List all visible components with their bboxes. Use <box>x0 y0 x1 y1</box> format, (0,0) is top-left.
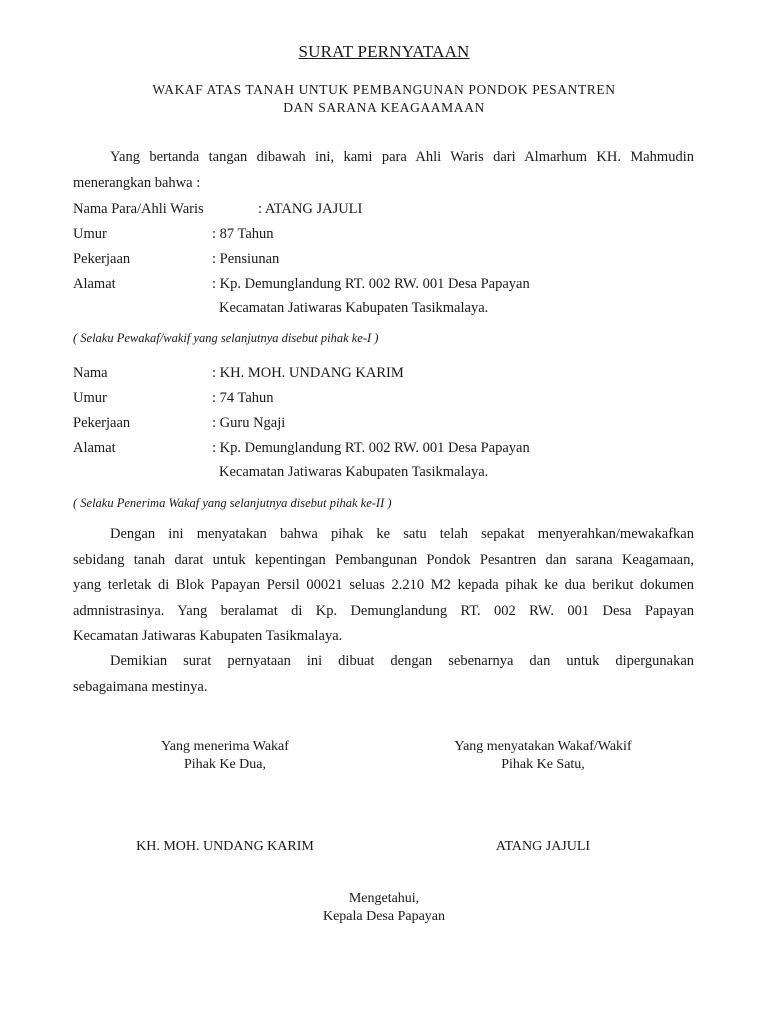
party2-name-label: Nama <box>73 365 108 381</box>
party2-job-label: Pekerjaan <box>73 415 131 431</box>
acknowledge-block <box>0 890 768 926</box>
body-line1: Dengan ini menyatakan bahwa pihak ke satu telah sepakat menyerahkan/mewakafkan <box>110 526 694 542</box>
closing-line2: sebagaimana mestinya. <box>73 678 208 695</box>
signature-left-block <box>115 738 335 774</box>
party2-name-value: : KH. MOH. UNDANG KARIM <box>212 365 404 381</box>
body-line5: Kecamatan Jatiwaras Kabupaten Tasikmalaya. <box>73 628 343 644</box>
party1-age-row <box>73 224 274 244</box>
signature-right-name: ATANG JAJULI <box>495 839 591 854</box>
party1-job-label: Pekerjaan <box>73 251 131 267</box>
party1-address-continuation: Kecamatan Jatiwaras Kabupaten Tasikmalaya. <box>219 300 489 316</box>
party2-age-row <box>73 388 274 408</box>
acknowledge-line1: Mengetahui, <box>348 891 420 906</box>
signature-left-party: Pihak Ke Dua, <box>183 757 267 772</box>
signature-right-block <box>420 738 666 774</box>
intro-paragraph <box>73 145 694 196</box>
intro-line1: Yang bertanda tangan dibawah ini, kami para Ahli Waris dari Almarhum KH. Mahmudin <box>110 149 694 165</box>
document-subtitle-line2: DAN SARANA KEAGAAMAAN <box>283 100 485 115</box>
party1-address-value: : Kp. Demunglandung RT. 002 RW. 001 Desa Papayan <box>212 276 530 292</box>
body-line3: yang terletak di Blok Papayan Persil 00021 seluas 2.210 M2 kepada pihak ke dua berikut dokumen <box>73 577 694 593</box>
party2-note: ( Selaku Penerima Wakaf yang selanjutnya disebut pihak ke-II ) <box>73 496 392 510</box>
party1-note: ( Selaku Pewakaf/wakif yang selanjutnya disebut pihak ke-I ) <box>73 331 379 345</box>
body-line4: admnistrasinya. Yang beralamat di Kp. Demunglandung RT. 002 RW. 001 Desa Papayan <box>73 602 694 619</box>
signature-right-party: Pihak Ke Satu, <box>501 757 585 772</box>
party2-job-value: : Guru Ngaji <box>212 415 286 431</box>
party2-job-row <box>73 413 286 433</box>
closing-paragraph <box>73 649 694 700</box>
closing-line1: Demikian surat pernyataan ini dibuat dengan sebenarnya dan untuk dipergunakan <box>110 653 694 669</box>
party1-job-value: : Pensiunan <box>212 251 280 267</box>
body-line2: sebidang tanah darat untuk kepentingan Pembangunan Pondok Pesantren dan sarana Keagamaan, <box>73 551 694 568</box>
body-paragraph <box>73 522 694 650</box>
intro-line2: menerangkan bahwa : <box>73 174 201 191</box>
party2-address-row <box>73 438 530 458</box>
signature-right-role: Yang menyatakan Wakaf/Wakif <box>454 739 632 754</box>
signature-left-name: KH. MOH. UNDANG KARIM <box>136 839 314 854</box>
party1-address-label: Alamat <box>73 276 116 292</box>
party2-address-value: : Kp. Demunglandung RT. 002 RW. 001 Desa Papayan <box>212 440 530 456</box>
party2-age-label: Umur <box>73 390 107 406</box>
party1-age-label: Umur <box>73 226 107 242</box>
party1-age-value: : 87 Tahun <box>212 226 274 242</box>
party2-name-row <box>73 363 404 383</box>
party1-name-row <box>73 199 363 219</box>
party1-name-value: : ATANG JAJULI <box>258 201 363 217</box>
party1-job-row <box>73 249 280 269</box>
party2-address-label: Alamat <box>73 440 116 456</box>
party2-age-value: : 74 Tahun <box>212 390 274 406</box>
document-title: SURAT PERNYATAAN <box>298 42 470 61</box>
acknowledge-line2: Kepala Desa Papayan <box>322 909 446 924</box>
party1-name-label: Nama Para/Ahli Waris <box>73 201 204 217</box>
party2-address-continuation: Kecamatan Jatiwaras Kabupaten Tasikmalaya. <box>219 464 489 480</box>
signature-left-role: Yang menerima Wakaf <box>161 739 289 754</box>
party1-address-row <box>73 274 530 294</box>
document-subtitle-line1: WAKAF ATAS TANAH UNTUK PEMBANGUNAN PONDOK PESANTREN <box>152 82 616 97</box>
